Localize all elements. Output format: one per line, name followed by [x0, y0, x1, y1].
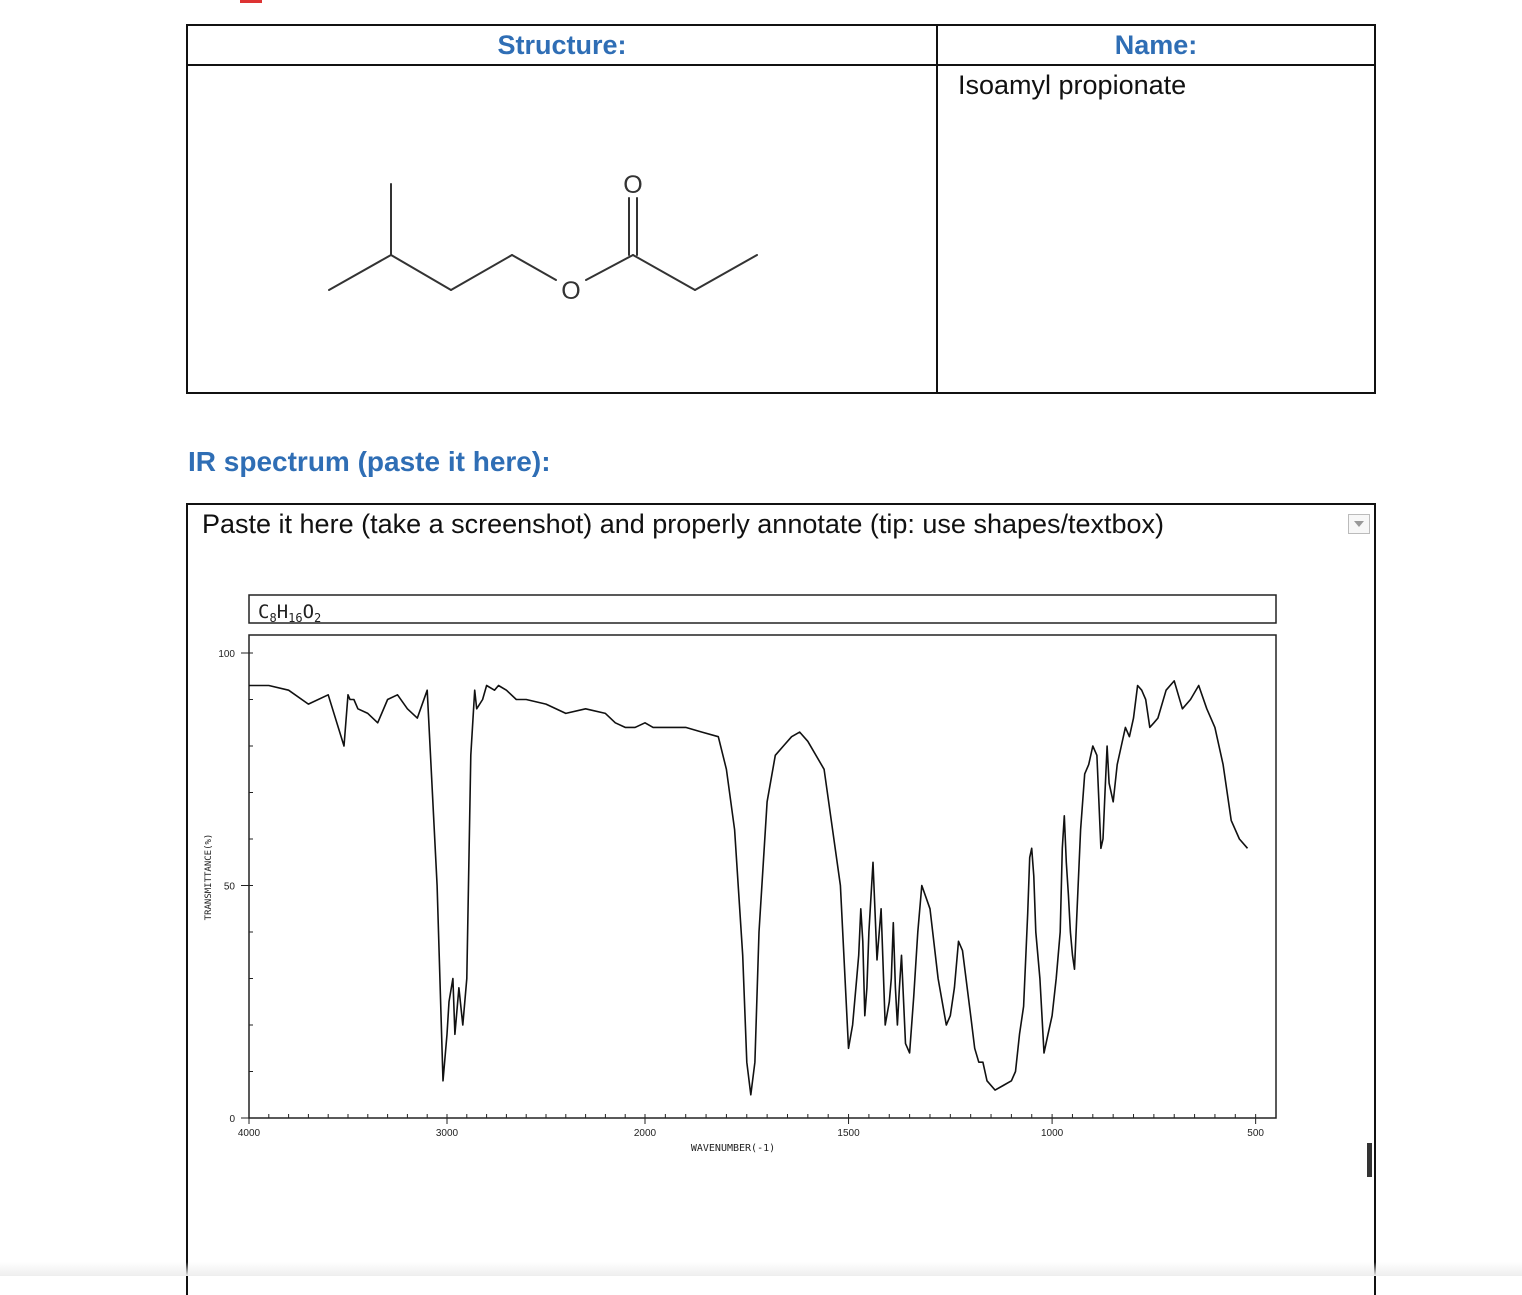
- y-tick-label: 50: [223, 881, 235, 893]
- carbonyl-oxygen-label: O: [623, 171, 643, 199]
- formula-box: [249, 595, 1276, 623]
- name-cell[interactable]: Isoamyl propionate: [937, 65, 1375, 393]
- structure-name-table: [186, 24, 1376, 394]
- y-tick-label: 0: [229, 1114, 235, 1125]
- spectrum-line: [249, 681, 1248, 1095]
- x-axis-label: WAVENUMBER(-1): [690, 1143, 776, 1154]
- top-edge-mark: [240, 0, 262, 3]
- ester-oxygen-label: O: [561, 277, 581, 305]
- bottom-fade: [0, 1262, 1522, 1276]
- ir-spectrum-chart: [188, 505, 1374, 1205]
- y-axis-label: TRANSMITTANCE(%): [204, 833, 214, 921]
- scrollbar-thumb[interactable]: [1367, 1143, 1372, 1177]
- molecule-structure: [188, 66, 938, 387]
- x-tick-label: 3000: [435, 1128, 459, 1139]
- x-tick-label: 1500: [837, 1128, 860, 1139]
- name-header: Name:: [937, 25, 1375, 65]
- ir-section-title: IR spectrum (paste it here):: [188, 446, 551, 477]
- x-tick-label: 2000: [633, 1128, 657, 1139]
- x-tick-label: 500: [1247, 1128, 1264, 1139]
- formula-title: $C_8H_{16}O_2$: [258, 601, 322, 625]
- x-tick-label: 1000: [1040, 1128, 1064, 1139]
- structure-cell[interactable]: [187, 65, 937, 393]
- y-tick-label: 100: [218, 649, 235, 660]
- paste-instruction: Paste it here (take a screenshot) and properly annotate (tip: use shapes/textbox): [202, 509, 1165, 539]
- ir-paste-box[interactable]: [186, 503, 1376, 1295]
- structure-header: Structure:: [187, 25, 937, 65]
- x-tick-label: 4000: [237, 1128, 261, 1139]
